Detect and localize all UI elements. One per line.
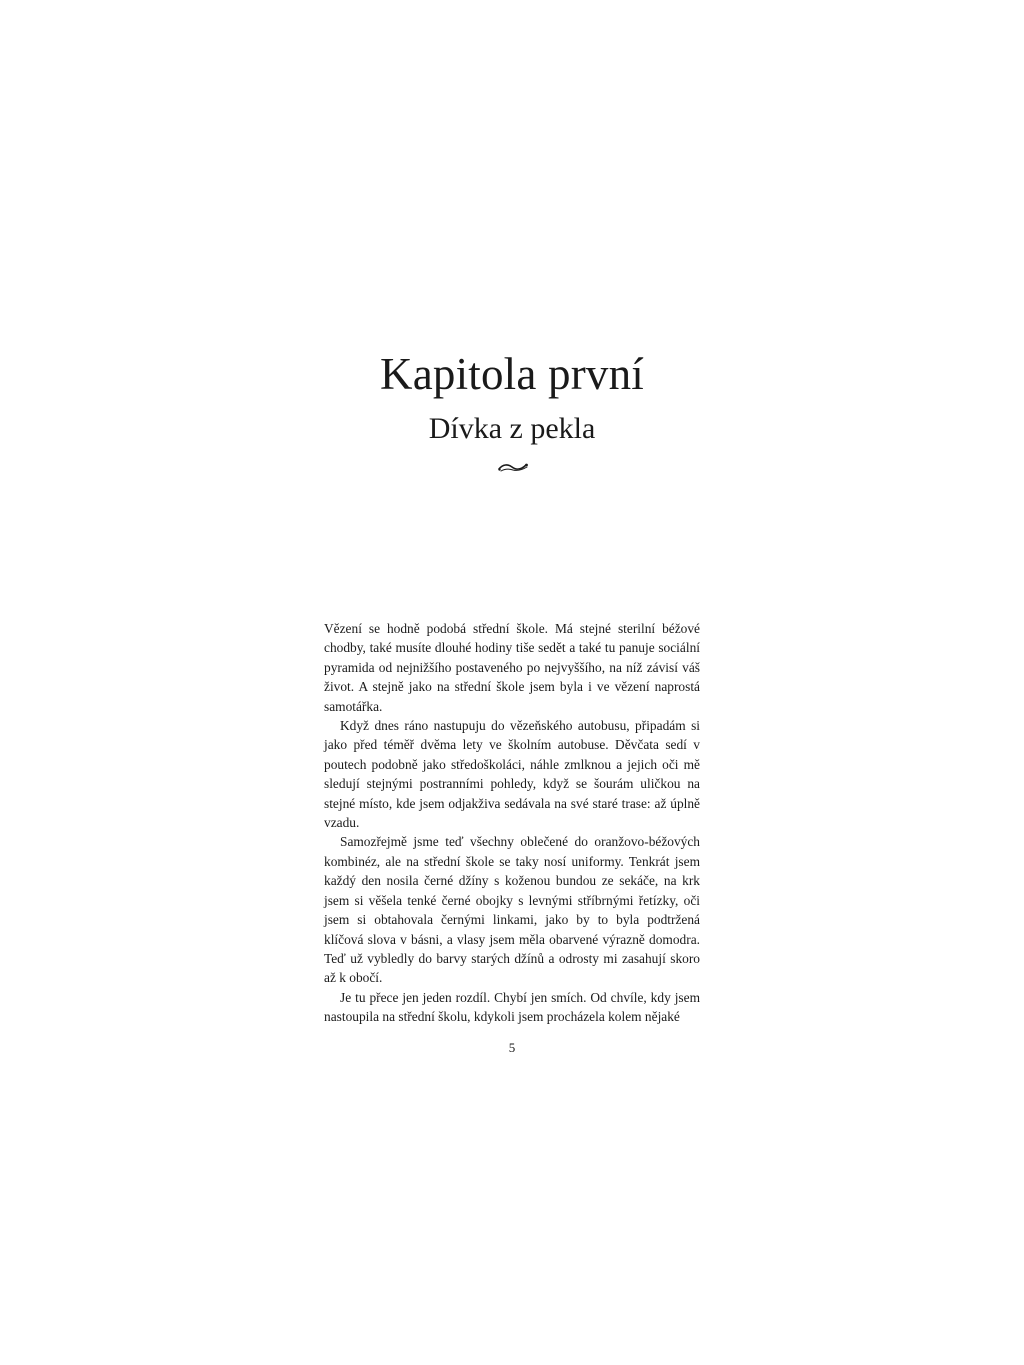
chapter-subtitle: Dívka z pekla — [428, 412, 596, 445]
paragraph: Je tu přece jen jeden rozdíl. Chybí jen smích. Od chvíle, kdy jsem nastoupila na střední školu, kdykoli jsem procházela kolem nějaké — [324, 989, 700, 1025]
chapter-title: Kapitola první — [380, 349, 644, 399]
paragraph: Když dnes ráno nastupuju do vězeňského autobusu, připadám si jako před téměř dvěma lety ve školním autobuse. Děvčata sedí v poutech podobně jako středoškoláci, náhle zmlknou a jejich oči mě sledují stejnými postranními pohledy, když se šourám uličkou na stejné místo, kde jsem odjakživa sedávala na své staré trase: až úplně vzadu. — [324, 718, 700, 831]
paragraph: Vězení se hodně podobá střední škole. Má stejné sterilní béžové chodby, také musíte dlouhé hodiny tiše sedět a také tu panuje sociální pyramida od nejnižšího postaveného po nejvyššího, na níž závisí váš život. A stejně jako na střední škole jsem byla i ve vězení naprostá samotářka. — [324, 621, 700, 714]
chapter-body — [324, 619, 700, 1027]
chapter-heading — [0, 345, 1024, 449]
flourish-ornament-icon — [497, 460, 529, 474]
paragraph: Samozřejmě jsme teď všechny oblečené do oranžovo-béžových kombinéz, ale na střední škole se taky nosí uniformy. Tenkrát jsem každý den nosila černé džíny s koženou bundou ze sekáče, na krk jsem si věšela tenké černé obojky s levnými stříbrnými řetízky, oči jsem si obtahovala černými linkami, jako by to byla podtržená klíčová slova v básni, a vlasy jsem měla obarvené výrazně domodra. Teď už vybledly do barvy starých džínů a odrosty mi zasahují skoro až k obočí. — [324, 834, 700, 986]
page-number: 5 — [508, 1040, 516, 1055]
